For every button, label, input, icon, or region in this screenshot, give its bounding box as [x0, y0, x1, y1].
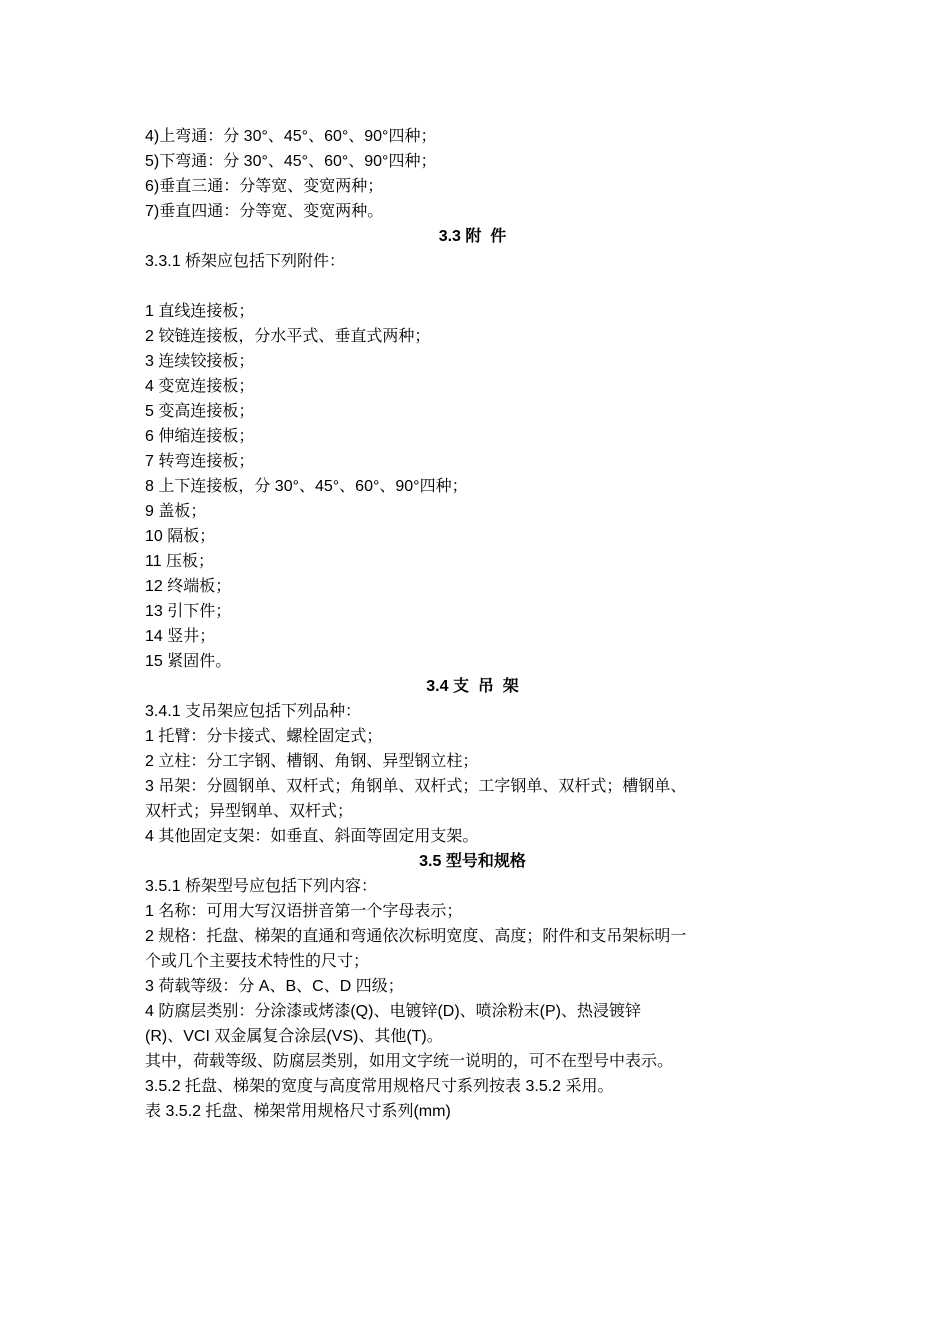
accessory-item: 14 竖井； [145, 628, 216, 645]
clause-3-4-1: 3.4.1 支吊架应包括下列品种： [145, 703, 362, 720]
accessory-item: 1 直线连接板； [145, 303, 255, 320]
elbow-down-item: 5)下弯通：分 30°、45°、60°、90°四种； [145, 153, 437, 170]
model-note: 其中，荷载等级、防腐层类别，如用文字统一说明的，可不在型号中表示。 [145, 1053, 674, 1070]
model-item: 4 防腐层类别：分涂漆或烤漆(Q)、电镀锌(D)、喷涂粉末(P)、热浸镀锌 [145, 1003, 641, 1020]
clause-3-5-1: 3.5.1 桥架型号应包括下列内容： [145, 878, 378, 895]
table-caption: 表 3.5.2 托盘、梯架常用规格尺寸系列(mm) [145, 1103, 451, 1120]
model-item: 3 荷载等级：分 A、B、C、D 四级； [145, 978, 404, 995]
accessory-item: 12 终端板； [145, 578, 232, 595]
support-item: 4 其他固定支架：如垂直、斜面等固定用支架。 [145, 828, 479, 845]
accessory-item: 3 连续铰接板； [145, 353, 255, 370]
accessory-item: 8 上下连接板，分 30°、45°、60°、90°四种； [145, 478, 468, 495]
elbow-up-item: 4)上弯通：分 30°、45°、60°、90°四种； [145, 128, 437, 145]
accessory-item: 11 压板； [145, 553, 215, 570]
accessory-item: 4 变宽连接板； [145, 378, 255, 395]
section-heading-3-4: 3.4 支 吊 架 [426, 678, 519, 695]
document-page [145, 124, 800, 1124]
accessory-item: 6 伸缩连接板； [145, 428, 255, 445]
blank-line [145, 274, 800, 299]
vertical-tee-item: 6)垂直三通：分等宽、变宽两种； [145, 178, 384, 195]
accessory-item: 13 引下件； [145, 603, 232, 620]
clause-3-3-1: 3.3.1 桥架应包括下列附件： [145, 253, 346, 270]
support-item-continued: 双杆式；异型钢单、双杆式； [145, 803, 354, 820]
accessory-item: 7 转弯连接板； [145, 453, 255, 470]
accessory-item: 2 铰链连接板，分水平式、垂直式两种； [145, 328, 431, 345]
model-item-continued: (R)、VCI 双金属复合涂层(VS)、其他(T)。 [145, 1028, 443, 1045]
vertical-cross-item: 7)垂直四通：分等宽、变宽两种。 [145, 203, 384, 220]
support-item: 1 托臂：分卡接式、螺栓固定式； [145, 728, 383, 745]
section-heading-3-5: 3.5 型号和规格 [419, 853, 526, 870]
accessory-item: 15 紧固件。 [145, 653, 232, 670]
accessory-item: 9 盖板； [145, 503, 207, 520]
clause-3-5-2: 3.5.2 托盘、梯架的宽度与高度常用规格尺寸系列按表 3.5.2 采用。 [145, 1078, 614, 1095]
model-item: 1 名称：可用大写汉语拼音第一个字母表示； [145, 903, 463, 920]
section-heading-3-3: 3.3 附 件 [438, 228, 507, 245]
accessory-item: 10 隔板； [145, 528, 216, 545]
support-item: 3 吊架：分圆钢单、双杆式；角钢单、双杆式；工字钢单、双杆式；槽钢单、 [145, 778, 687, 795]
model-item: 2 规格：托盘、梯架的直通和弯通依次标明宽度、高度；附件和支吊架标明一 [145, 928, 687, 945]
model-item-continued: 个或几个主要技术特性的尺寸； [145, 953, 370, 970]
accessory-item: 5 变高连接板； [145, 403, 255, 420]
support-item: 2 立柱：分工字钢、槽钢、角钢、异型钢立柱； [145, 753, 479, 770]
